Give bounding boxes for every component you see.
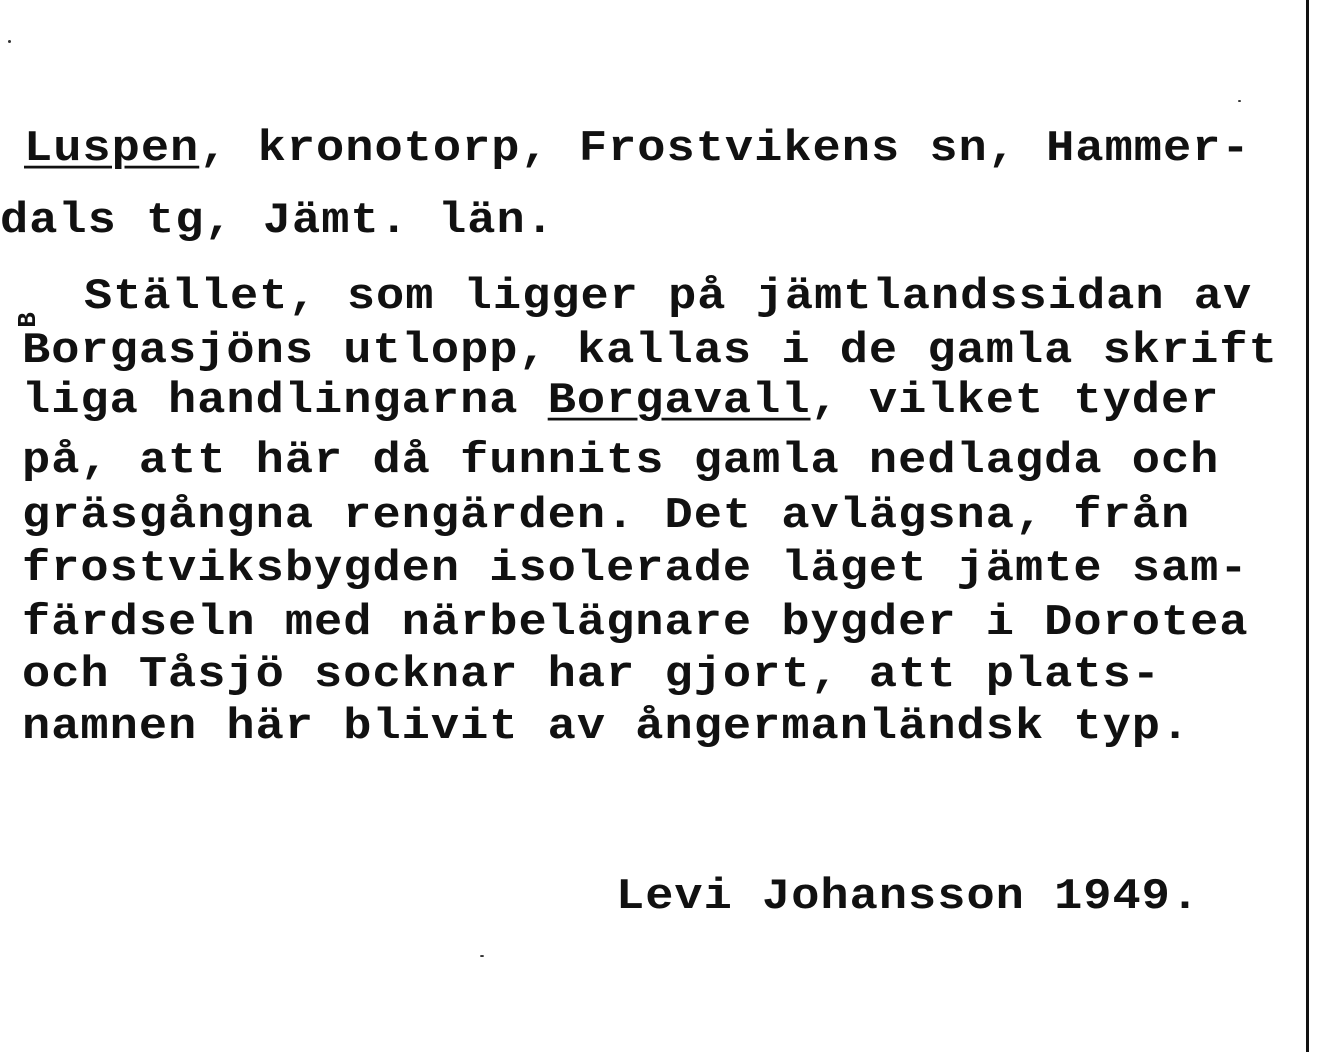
header-line-2: dals tg, Jämt. län. bbox=[0, 197, 555, 246]
card-edge-line bbox=[1306, 0, 1309, 1052]
body-line-7: färdseln med närbelägnare bygder i Dorotea bbox=[22, 599, 1249, 648]
header-line-1-rest: , kronotorp, Frostvikens sn, Hammer- bbox=[199, 125, 1251, 174]
body-line-1: Stället, som ligger på jämtlandssidan av bbox=[84, 273, 1253, 322]
alt-place-name: Borgavall bbox=[547, 377, 811, 426]
body-line-8: och Tåsjö socknar har gjort, att plats- bbox=[22, 651, 1161, 700]
speck-mark bbox=[8, 40, 11, 43]
margin-note: B bbox=[12, 312, 43, 328]
body-line-3-post: , vilket tyder bbox=[810, 377, 1220, 426]
place-name: Luspen bbox=[24, 125, 200, 174]
body-line-3 bbox=[22, 377, 1220, 426]
speck-mark bbox=[480, 955, 484, 957]
body-line-6: frostviksbygden isolerade läget jämte sam- bbox=[22, 545, 1249, 594]
body-line-2: Borgasjöns utlopp, kallas i de gamla skrift bbox=[22, 327, 1278, 376]
speck-mark bbox=[1238, 100, 1241, 102]
body-line-3-pre: liga handlingarna bbox=[22, 377, 548, 426]
body-line-9: namnen här blivit av ångermanländsk typ. bbox=[22, 703, 1191, 752]
body-line-4: på, att här då funnits gamla nedlagda och bbox=[22, 437, 1220, 486]
header-line-1 bbox=[24, 125, 1251, 174]
signature: Levi Johansson 1949. bbox=[616, 873, 1201, 922]
body-line-5: gräsgångna rengärden. Det avlägsna, från bbox=[22, 492, 1191, 541]
